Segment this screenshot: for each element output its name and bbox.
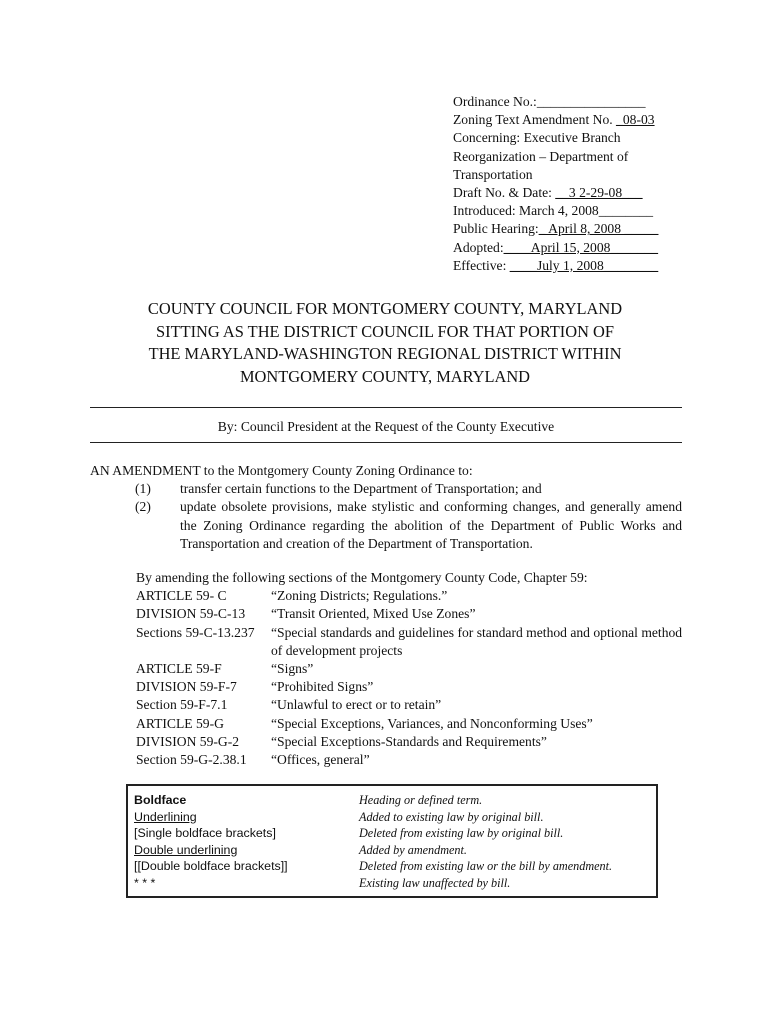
formatting-legend-box	[126, 784, 658, 898]
legend-boldface: Boldface	[134, 793, 187, 807]
amendment-item	[90, 480, 682, 498]
public-hearing-label: Public Hearing:	[453, 221, 539, 237]
section-row	[136, 624, 686, 660]
introduced-line: Introduced: March 4, 2008________	[453, 203, 654, 219]
ordinance-number-label: Ordinance No.:	[453, 94, 537, 109]
section-row	[136, 733, 686, 751]
legend-double-brackets: [[Double boldface brackets]]	[134, 859, 288, 874]
section-row	[136, 751, 686, 769]
concerning-line-2: Reorganization – Department of	[453, 148, 629, 164]
legend-double-underlining: Double underlining	[134, 842, 238, 857]
section-title: “Special standards and guidelines for standard method and optional method of development projects	[271, 624, 683, 658]
legend-single-brackets: [Single boldface brackets]	[134, 826, 276, 841]
sections-intro: By amending the following sections of the Montgomery County Code, Chapter 59:	[136, 570, 588, 585]
section-title: “Prohibited Signs”	[271, 679, 374, 695]
draft-value: __3 2-29-08___	[555, 185, 643, 201]
amendment-item-text: update obsolete provisions, make stylistic and conforming changes, and generally amend the Zoning Ordinance regarding the abolition of the Department of Public Works and Transportation and creation of the Department of Transportation.	[180, 499, 682, 551]
section-title: “Signs”	[271, 661, 314, 677]
sponsor-byline: By: Council President at the Request of the County Executive	[217, 419, 555, 434]
zta-line	[453, 111, 693, 129]
public-hearing-value: _ April 8, 2008 _____	[538, 221, 659, 237]
amendment-item-number: (2)	[135, 499, 151, 515]
legend-asterisks: * * *	[134, 875, 156, 890]
council-title	[90, 298, 680, 388]
council-title-line-4: MONTGOMERY COUNTY, MARYLAND	[239, 366, 531, 386]
bottom-divider	[90, 442, 682, 443]
section-row	[136, 696, 686, 714]
adopted-line	[453, 239, 693, 257]
ordinance-number-value: ________________	[536, 94, 646, 109]
section-label: DIVISION 59-G-2	[136, 733, 240, 749]
amendment-item-number: (1)	[135, 481, 151, 497]
legend-format-column	[134, 792, 288, 892]
legend-meaning: Deleted from existing law by original bill.	[359, 826, 564, 841]
section-label: Section 59-F-7.1	[136, 697, 228, 713]
top-divider	[90, 407, 682, 408]
legend-meaning: Existing law unaffected by bill.	[359, 875, 511, 890]
council-title-line-3: THE MARYLAND-WASHINGTON REGIONAL DISTRICT WITHIN	[148, 344, 622, 363]
amendment-item	[90, 498, 682, 553]
section-label: DIVISION 59-C-13	[136, 606, 246, 622]
amendment-intro: AN AMENDMENT to the Montgomery County Zoning Ordinance to:	[90, 463, 473, 478]
ordinance-header-block	[453, 93, 693, 275]
legend-meaning: Added to existing law by original bill.	[359, 809, 544, 824]
effective-line	[453, 257, 693, 275]
section-label: DIVISION 59-F-7	[136, 679, 237, 695]
section-title: “Special Exceptions-Standards and Requirements”	[271, 733, 547, 749]
ordinance-number-line	[453, 93, 693, 111]
legend-meaning-column	[359, 792, 612, 892]
section-title: “Zoning Districts; Regulations.”	[271, 588, 448, 604]
legend-meaning: Deleted from existing law or the bill by amendment.	[359, 859, 613, 874]
legend-meaning: Heading or defined term.	[359, 793, 483, 807]
section-title: “Unlawful to erect or to retain”	[271, 697, 442, 713]
council-title-line-1: COUNTY COUNCIL FOR MONTGOMERY COUNTY, MARYLAND	[147, 299, 623, 318]
section-label: ARTICLE 59-F	[136, 661, 222, 677]
effective-value: ____July 1, 2008________	[509, 257, 659, 273]
amendment-item-text: transfer certain functions to the Department of Transportation; and	[180, 481, 542, 497]
section-row	[136, 587, 686, 605]
amended-sections	[136, 569, 686, 769]
section-row	[136, 660, 686, 678]
section-title: “Transit Oriented, Mixed Use Zones”	[271, 606, 476, 622]
concerning-line-3: Transportation	[453, 166, 533, 182]
section-label: Sections 59-C-13.237	[136, 624, 255, 640]
section-title: “Offices, general”	[271, 752, 370, 768]
section-row	[136, 678, 686, 696]
adopted-label: Adopted:	[453, 239, 504, 255]
section-row	[136, 715, 686, 733]
legend-underlining: Underlining	[134, 809, 197, 824]
section-row	[136, 605, 686, 623]
concerning-line-1: Concerning: Executive Branch	[453, 130, 621, 146]
legend-meaning: Added by amendment.	[359, 842, 467, 857]
council-title-line-2: SITTING AS THE DISTRICT COUNCIL FOR THAT PORTION OF	[156, 321, 614, 341]
amendment-purpose	[90, 462, 682, 553]
zta-value: _08-03	[616, 112, 655, 128]
effective-label: Effective:	[453, 257, 510, 273]
draft-label: Draft No. & Date:	[453, 185, 556, 201]
section-label: ARTICLE 59-G	[136, 715, 224, 731]
section-label: Section 59-G-2.38.1	[136, 752, 247, 768]
draft-line	[453, 184, 693, 202]
adopted-value: ____April 15, 2008_______	[503, 239, 659, 255]
zta-label: Zoning Text Amendment No.	[453, 112, 617, 128]
section-label: ARTICLE 59- C	[136, 588, 227, 604]
section-title: “Special Exceptions, Variances, and Nonconforming Uses”	[271, 715, 593, 731]
public-hearing-line	[453, 220, 693, 238]
